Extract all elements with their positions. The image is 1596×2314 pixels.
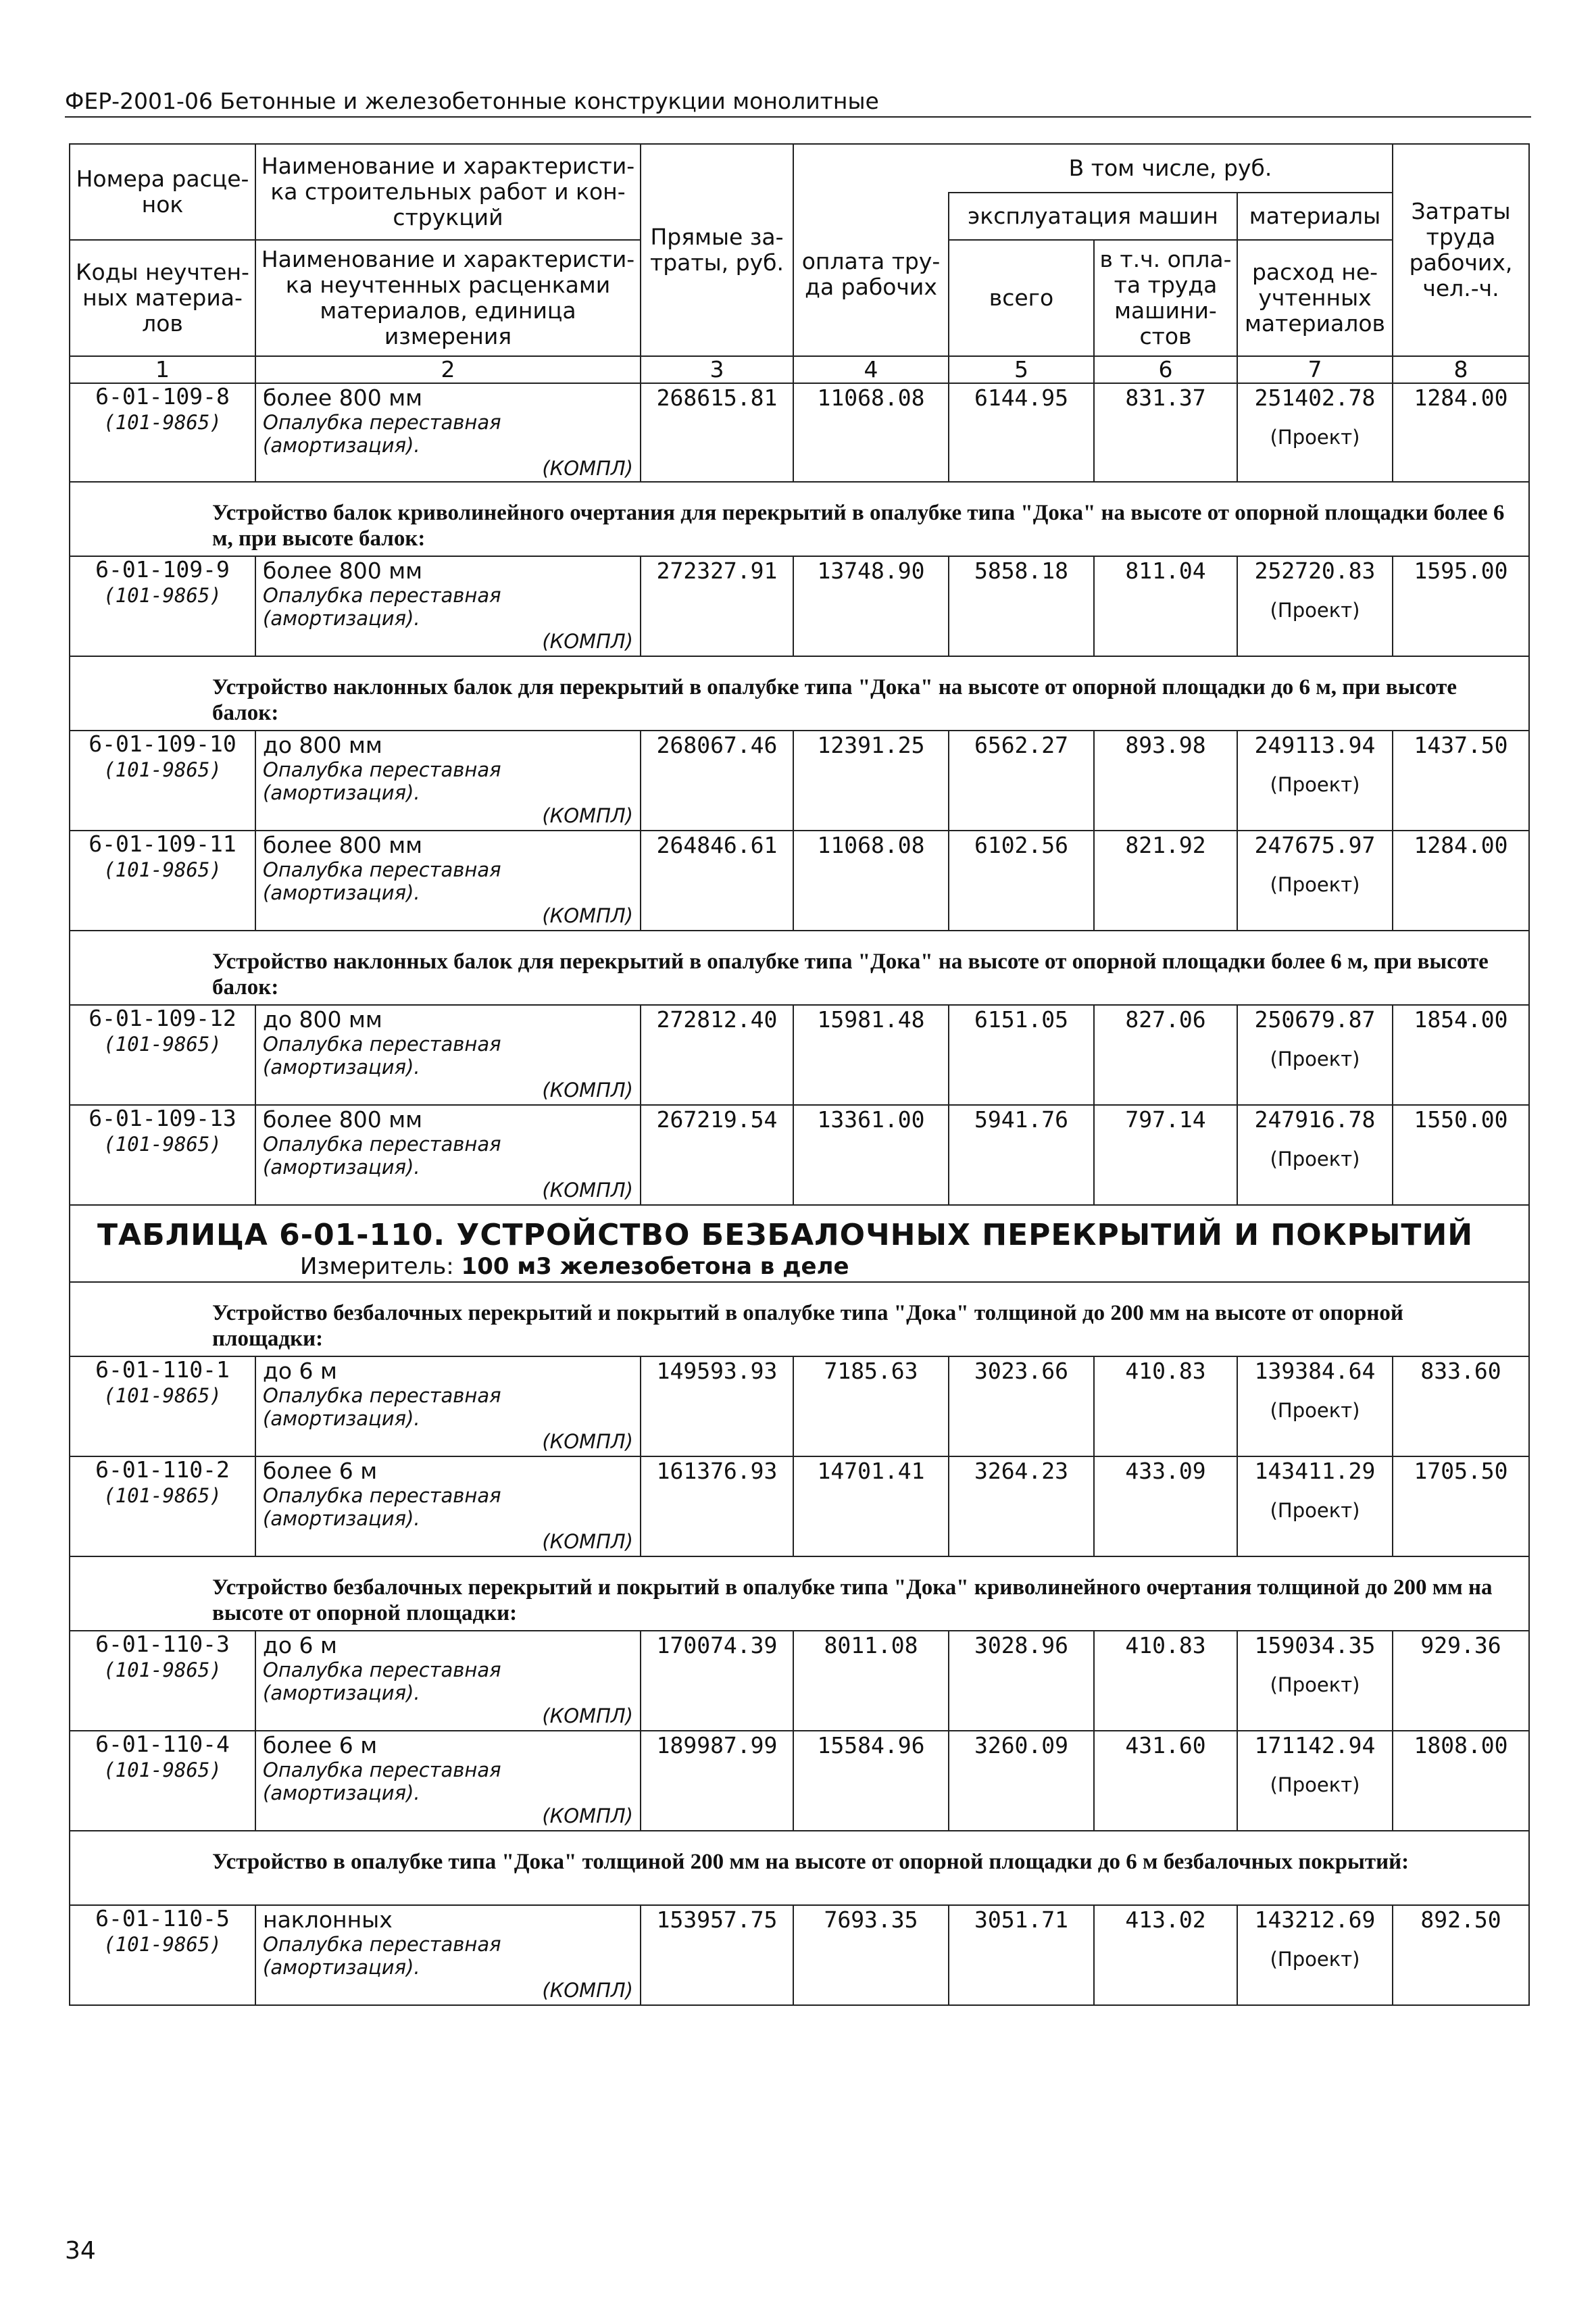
material-name: Опалубка переставная (амортизация). [263, 1933, 501, 1979]
column-numbers-row [70, 356, 1529, 383]
labor-hours: 1437.50 [1414, 732, 1508, 758]
rate-code: 6-01-109-8 [95, 383, 230, 410]
col3-header: Прямые за-траты, руб. [641, 144, 793, 356]
col2-top-header: Наименование и характеристи-ка строительных работ и кон-струкций [255, 144, 641, 240]
work-name: наклонных [263, 1906, 393, 1933]
material-code: (101-9865) [103, 1133, 222, 1156]
rate-row [70, 383, 1529, 482]
machine-costs: 3028.96 [974, 1632, 1069, 1658]
material-costs: 171142.94 [1254, 1732, 1376, 1758]
rate-code: 6-01-110-4 [95, 1731, 230, 1757]
col2-bottom-header: Наименование и характеристи-ка неучтенных расценками материалов, единица измерения [255, 240, 641, 356]
materials-header: материалы [1237, 193, 1393, 240]
project-note: (Проект) [1270, 1399, 1360, 1422]
col1-top-header: Номера расце-нок [70, 144, 255, 240]
rate-code: 6-01-109-13 [89, 1105, 236, 1131]
material-code: (101-9865) [103, 584, 222, 607]
table-title-row [70, 1205, 1529, 1282]
rate-row [70, 1356, 1529, 1456]
material-code: (101-9865) [103, 411, 222, 434]
material-costs: 249113.94 [1254, 732, 1376, 758]
section-heading-row [70, 1282, 1529, 1356]
direct-costs: 272327.91 [656, 558, 778, 584]
direct-costs: 268067.46 [656, 732, 778, 758]
section-heading: Устройство в опалубке типа "Дока" толщиной 200 мм на высоте от опорной площадки до 6 м безбалочных покрытий: [212, 1850, 1410, 1874]
labor-wages: 8011.08 [824, 1632, 918, 1658]
section-heading: Устройство наклонных балок для перекрытий в опалубке типа "Дока" на высоте от опорной площадки до 6 м, при высоте балок: [212, 675, 1457, 725]
machinist-wages: 827.06 [1125, 1006, 1206, 1033]
material-costs: 143411.29 [1254, 1458, 1376, 1484]
rate-code: 6-01-110-5 [95, 1905, 230, 1931]
project-note: (Проект) [1270, 1048, 1360, 1070]
material-code: (101-9865) [103, 1033, 222, 1056]
col4-header: оплата тру-да рабочих [793, 193, 949, 356]
labor-hours: 929.36 [1420, 1632, 1501, 1658]
material-name: Опалубка переставная (амортизация). [263, 411, 501, 457]
header-rule [65, 116, 1531, 118]
material-costs: 252720.83 [1254, 558, 1376, 584]
project-note: (Проект) [1270, 426, 1360, 449]
project-note: (Проект) [1270, 773, 1360, 796]
work-name: до 6 м [263, 1358, 337, 1384]
material-unit: (КОМПЛ) [542, 630, 633, 653]
machine-costs: 6144.95 [974, 385, 1069, 411]
material-name: Опалубка переставная (амортизация). [263, 1758, 501, 1804]
section-heading: Устройство балок криволинейного очертания для перекрытий в опалубке типа "Дока" на высоте от опорной площадки более 6 м, при высоте балок: [212, 501, 1505, 551]
machinist-wages: 413.02 [1125, 1906, 1206, 1933]
machine-costs: 3260.09 [974, 1732, 1069, 1758]
material-unit: (КОМПЛ) [542, 1179, 633, 1202]
material-code: (101-9865) [103, 758, 222, 781]
in-total-header: В том числе, руб. [949, 144, 1393, 193]
machine-costs: 5858.18 [974, 558, 1069, 584]
machine-costs: 6151.05 [974, 1006, 1069, 1033]
material-unit: (КОМПЛ) [542, 1430, 633, 1453]
work-name: более 800 мм [263, 558, 422, 584]
labor-hours: 833.60 [1420, 1358, 1501, 1384]
labor-wages: 15981.48 [817, 1006, 925, 1033]
material-name: Опалубка переставная (амортизация). [263, 1133, 501, 1179]
labor-hours: 1284.00 [1414, 385, 1508, 411]
rate-code: 6-01-110-3 [95, 1631, 230, 1657]
material-name: Опалубка переставная (амортизация). [263, 1658, 501, 1704]
col7-header: расход не-учтенных материалов [1237, 240, 1393, 356]
direct-costs: 189987.99 [656, 1732, 778, 1758]
machinist-wages: 433.09 [1125, 1458, 1206, 1484]
rate-row [70, 1005, 1529, 1105]
meter-label: Измеритель: [300, 1253, 454, 1280]
material-code: (101-9865) [103, 858, 222, 881]
direct-costs: 264846.61 [656, 832, 778, 858]
machinist-wages: 893.98 [1125, 732, 1206, 758]
material-name: Опалубка переставная (амортизация). [263, 1033, 501, 1079]
labor-wages: 13748.90 [817, 558, 925, 584]
machinist-wages: 431.60 [1125, 1732, 1206, 1758]
material-costs: 247675.97 [1254, 832, 1376, 858]
direct-costs: 267219.54 [656, 1106, 778, 1133]
machinist-wages: 410.83 [1125, 1632, 1206, 1658]
material-unit: (КОМПЛ) [542, 1804, 633, 1827]
column-number: 2 [255, 356, 641, 383]
column-number: 6 [1094, 356, 1237, 383]
rate-row [70, 556, 1529, 656]
rates-table [69, 143, 1530, 2006]
rate-code: 6-01-109-10 [89, 731, 236, 757]
section-heading-row [70, 656, 1529, 731]
rate-row [70, 831, 1529, 931]
section-heading-row [70, 1831, 1529, 1905]
rate-row [70, 1731, 1529, 1831]
material-name: Опалубка переставная (амортизация). [263, 584, 501, 630]
labor-wages: 7185.63 [824, 1358, 918, 1384]
work-name: более 800 мм [263, 832, 422, 858]
material-costs: 143212.69 [1254, 1906, 1376, 1933]
project-note: (Проект) [1270, 1673, 1360, 1696]
machinist-wages: 831.37 [1125, 385, 1206, 411]
work-name: более 6 м [263, 1458, 378, 1484]
rate-row [70, 1905, 1529, 2005]
material-name: Опалубка переставная (амортизация). [263, 1484, 501, 1530]
machines-header: эксплуатация машин [949, 193, 1237, 240]
column-number: 8 [1393, 356, 1529, 383]
rate-row [70, 731, 1529, 831]
machine-costs: 3051.71 [974, 1906, 1069, 1933]
project-note: (Проект) [1270, 1948, 1360, 1971]
col6-header: в т.ч. опла-та труда машини-стов [1094, 240, 1237, 356]
machinist-wages: 811.04 [1125, 558, 1206, 584]
material-code: (101-9865) [103, 1933, 222, 1956]
section-heading-row [70, 1556, 1529, 1631]
page-number: 34 [65, 2237, 96, 2265]
material-unit: (КОМПЛ) [542, 1079, 633, 1102]
material-code: (101-9865) [103, 1484, 222, 1507]
project-note: (Проект) [1270, 1773, 1360, 1796]
machine-costs: 5941.76 [974, 1106, 1069, 1133]
machinist-wages: 797.14 [1125, 1106, 1206, 1133]
labor-hours: 1808.00 [1414, 1732, 1508, 1758]
material-name: Опалубка переставная (амортизация). [263, 758, 501, 804]
direct-costs: 149593.93 [656, 1358, 778, 1384]
machinist-wages: 410.83 [1125, 1358, 1206, 1384]
direct-costs: 170074.39 [656, 1632, 778, 1658]
direct-costs: 268615.81 [656, 385, 778, 411]
material-costs: 139384.64 [1254, 1358, 1376, 1384]
material-unit: (КОМПЛ) [542, 804, 633, 827]
material-unit: (КОМПЛ) [542, 1530, 633, 1553]
rate-code: 6-01-110-2 [95, 1456, 230, 1483]
column-number: 4 [793, 356, 949, 383]
labor-wages: 11068.08 [817, 385, 925, 411]
labor-hours: 1705.50 [1414, 1458, 1508, 1484]
machine-costs: 6102.56 [974, 832, 1069, 858]
rate-code: 6-01-109-12 [89, 1005, 236, 1031]
column-number: 7 [1237, 356, 1393, 383]
running-header: ФЕР-2001-06 Бетонные и железобетонные конструкции монолитные [65, 88, 879, 114]
section-heading: Устройство наклонных балок для перекрытий в опалубке типа "Дока" на высоте от опорной площадки более 6 м, при высоте балок: [212, 950, 1489, 1000]
rate-row [70, 1631, 1529, 1731]
material-unit: (КОМПЛ) [542, 1704, 633, 1727]
labor-hours: 1550.00 [1414, 1106, 1508, 1133]
labor-wages: 12391.25 [817, 732, 925, 758]
machine-costs: 3023.66 [974, 1358, 1069, 1384]
project-note: (Проект) [1270, 1499, 1360, 1522]
work-name: более 800 мм [263, 385, 422, 411]
material-unit: (КОМПЛ) [542, 457, 633, 480]
labor-wages: 11068.08 [817, 832, 925, 858]
table-title: ТАБЛИЦА 6-01-110. УСТРОЙСТВО БЕЗБАЛОЧНЫХ ПЕРЕКРЫТИЙ И ПОКРЫТИЙ [97, 1218, 1474, 1252]
col1-bottom-header: Коды неучтен-ных материа-лов [70, 240, 255, 356]
project-note: (Проект) [1270, 873, 1360, 896]
meter-line [97, 1253, 1522, 1280]
work-name: более 6 м [263, 1732, 378, 1758]
machinist-wages: 821.92 [1125, 832, 1206, 858]
direct-costs: 153957.75 [656, 1906, 778, 1933]
work-name: до 800 мм [263, 732, 382, 758]
labor-hours: 892.50 [1420, 1906, 1501, 1933]
col8-header: Затраты труда рабочих, чел.-ч. [1393, 144, 1529, 356]
material-code: (101-9865) [103, 1384, 222, 1407]
meter-value: 100 м3 железобетона в деле [461, 1253, 849, 1280]
machine-costs: 3264.23 [974, 1458, 1069, 1484]
rate-code: 6-01-109-9 [95, 556, 230, 583]
rate-row [70, 1105, 1529, 1205]
machine-costs: 6562.27 [974, 732, 1069, 758]
labor-wages: 7693.35 [824, 1906, 918, 1933]
labor-hours: 1854.00 [1414, 1006, 1508, 1033]
material-costs: 159034.35 [1254, 1632, 1376, 1658]
material-name: Опалубка переставная (амортизация). [263, 858, 501, 904]
column-number: 1 [70, 356, 255, 383]
column-number: 3 [641, 356, 793, 383]
labor-hours: 1595.00 [1414, 558, 1508, 584]
material-costs: 247916.78 [1254, 1106, 1376, 1133]
section-heading: Устройство безбалочных перекрытий и покрытий в опалубке типа "Дока" толщиной до 200 мм на высоте от опорной площадки: [212, 1301, 1403, 1351]
material-code: (101-9865) [103, 1658, 222, 1681]
material-unit: (КОМПЛ) [542, 1979, 633, 2002]
rate-code: 6-01-110-1 [95, 1356, 230, 1383]
material-costs: 250679.87 [1254, 1006, 1376, 1033]
labor-wages: 14701.41 [817, 1458, 925, 1484]
work-name: до 6 м [263, 1632, 337, 1658]
section-heading: Устройство безбалочных перекрытий и покрытий в опалубке типа "Дока" криволинейного очертания толщиной до 200 мм на высоте от опорной площадки: [212, 1575, 1493, 1625]
labor-hours: 1284.00 [1414, 832, 1508, 858]
rate-code: 6-01-109-11 [89, 831, 236, 857]
labor-wages: 13361.00 [817, 1106, 925, 1133]
section-heading-row [70, 482, 1529, 556]
material-code: (101-9865) [103, 1758, 222, 1781]
column-number: 5 [949, 356, 1094, 383]
direct-costs: 161376.93 [656, 1458, 778, 1484]
project-note: (Проект) [1270, 1148, 1360, 1171]
material-name: Опалубка переставная (амортизация). [263, 1384, 501, 1430]
labor-wages: 15584.96 [817, 1732, 925, 1758]
project-note: (Проект) [1270, 599, 1360, 622]
work-name: более 800 мм [263, 1106, 422, 1133]
rate-row [70, 1456, 1529, 1556]
material-unit: (КОМПЛ) [542, 904, 633, 927]
direct-costs: 272812.40 [656, 1006, 778, 1033]
col5-header: всего [949, 240, 1094, 356]
work-name: до 800 мм [263, 1006, 382, 1033]
section-heading-row [70, 931, 1529, 1005]
material-costs: 251402.78 [1254, 385, 1376, 411]
